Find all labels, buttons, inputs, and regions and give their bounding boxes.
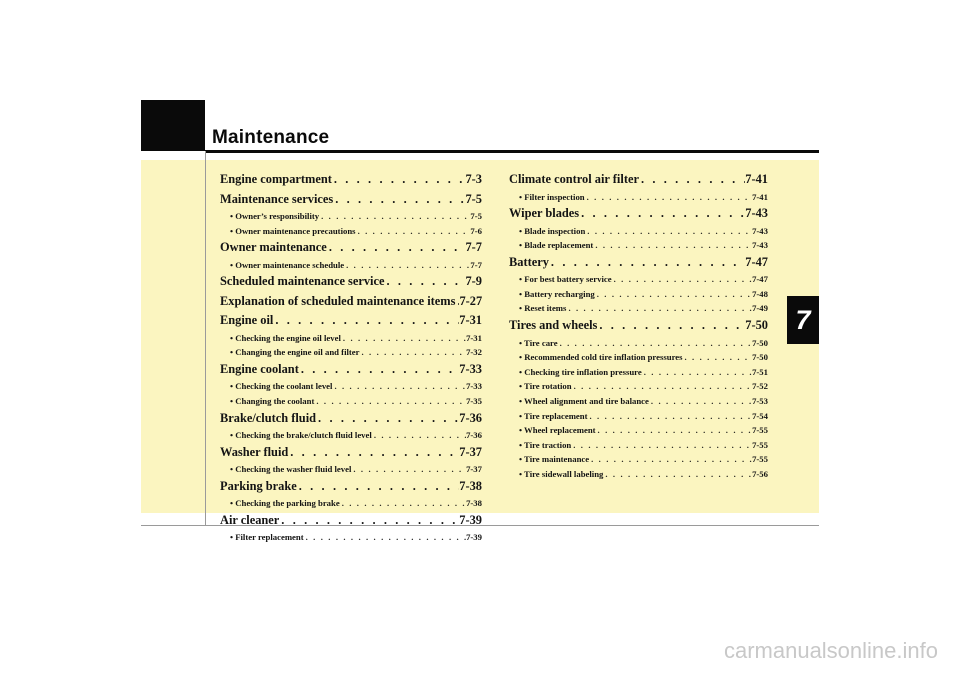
toc-entry-page: 7-31 xyxy=(466,332,482,343)
toc-entry-page: 7-54 xyxy=(752,410,768,421)
dot-leader xyxy=(603,467,752,482)
toc-column-right xyxy=(509,170,768,482)
toc-entry-label: Brake/clutch fluid xyxy=(220,410,317,425)
toc-entry-label: • Tire traction xyxy=(519,439,572,450)
toc-entry-page: 7-51 xyxy=(752,366,768,377)
toc-entry-label: Engine oil xyxy=(220,313,274,328)
margin-line xyxy=(205,151,206,525)
toc-entry-page: 7-38 xyxy=(466,498,482,509)
toc-entry-page: 7-6 xyxy=(470,225,482,236)
toc-subentry[interactable] xyxy=(509,190,768,205)
toc-subentry[interactable] xyxy=(509,336,768,351)
toc-entry-label: • Wheel replacement xyxy=(519,425,596,436)
toc-subentry[interactable] xyxy=(509,438,768,453)
toc-entry-page: 7-37 xyxy=(459,444,482,459)
dot-leader xyxy=(642,365,752,380)
toc-subentry[interactable] xyxy=(220,530,482,545)
toc-entry-page: 7-27 xyxy=(459,293,482,308)
toc-entry[interactable] xyxy=(509,316,768,336)
toc-subentry[interactable] xyxy=(509,452,768,467)
toc-entry-page: 7-9 xyxy=(465,274,482,289)
dot-leader xyxy=(549,253,745,273)
dot-leader xyxy=(332,379,466,394)
dot-leader xyxy=(299,360,459,380)
toc-subentry[interactable] xyxy=(220,496,482,511)
toc-entry-label: Owner maintenance xyxy=(220,240,327,255)
toc-entry[interactable] xyxy=(220,511,482,531)
watermark: carmanualsonline.info xyxy=(723,638,938,663)
dot-leader xyxy=(304,530,466,545)
dot-leader xyxy=(683,350,753,365)
toc-entry-label: • Blade inspection xyxy=(519,225,586,236)
dot-leader xyxy=(579,204,745,224)
toc-entry-label: Wiper blades xyxy=(509,206,580,221)
toc-entry-page: 7-53 xyxy=(752,395,768,406)
dot-leader xyxy=(572,379,752,394)
dot-leader xyxy=(372,428,466,443)
toc-entry-page: 7-37 xyxy=(466,464,482,475)
toc-entry-label: • Checking tire inflation pressure xyxy=(519,366,642,377)
toc-entry-page: 7-31 xyxy=(459,313,482,328)
dot-leader xyxy=(360,345,467,360)
toc-entry[interactable] xyxy=(509,204,768,224)
dot-leader xyxy=(297,477,460,497)
toc-entry-label: Parking brake xyxy=(220,478,297,493)
toc-entry-page: 7-39 xyxy=(466,532,482,543)
title-rule xyxy=(205,150,819,153)
toc-subentry[interactable] xyxy=(509,423,768,438)
corner-tab xyxy=(141,100,205,151)
dot-leader xyxy=(385,272,466,292)
toc-subentry[interactable] xyxy=(220,462,482,477)
toc-entry-page: 7-49 xyxy=(752,303,768,314)
dot-leader xyxy=(597,316,745,336)
toc-entry-label: • Checking the parking brake xyxy=(230,498,340,509)
dot-leader xyxy=(566,301,752,316)
toc-entry[interactable] xyxy=(220,443,482,463)
toc-entry-page: 7-7 xyxy=(465,240,482,255)
chapter-tab[interactable]: 7 xyxy=(787,296,819,344)
toc-subentry[interactable] xyxy=(220,209,482,224)
toc-entry[interactable] xyxy=(220,190,482,210)
toc-entry[interactable] xyxy=(220,272,482,292)
toc-subentry[interactable] xyxy=(509,394,768,409)
toc-entry[interactable] xyxy=(220,238,482,258)
dot-leader xyxy=(356,224,471,239)
toc-entry-page: 7-55 xyxy=(752,425,768,436)
toc-entry[interactable] xyxy=(220,360,482,380)
toc-entry-label: • Recommended cold tire inflation pressures xyxy=(519,352,683,363)
toc-entry-page: 7-50 xyxy=(752,352,768,363)
toc-subentry[interactable] xyxy=(509,272,768,287)
dot-leader xyxy=(279,511,459,531)
toc-entry-label: • Blade replacement xyxy=(519,240,594,251)
dot-leader xyxy=(585,224,752,239)
toc-subentry[interactable] xyxy=(220,379,482,394)
toc-entry-page: 7-36 xyxy=(466,430,482,441)
toc-entry-page: 7-36 xyxy=(459,410,482,425)
toc-entry-label: Climate control air filter xyxy=(509,172,639,186)
toc-subentry[interactable] xyxy=(220,258,482,273)
toc-entry-page: 7-39 xyxy=(459,512,482,527)
toc-entry-label: • Battery recharging xyxy=(519,288,595,299)
toc-entry-label: • Filter replacement xyxy=(230,532,304,543)
toc-subentry[interactable] xyxy=(220,331,482,346)
toc-subentry[interactable] xyxy=(509,224,768,239)
toc-entry-page: 7-56 xyxy=(752,468,768,479)
toc-entry[interactable] xyxy=(220,409,482,429)
toc-entry-label: • Changing the engine oil and filter xyxy=(230,347,360,358)
toc-entry-page: 7-43 xyxy=(752,240,768,251)
toc-subentry[interactable] xyxy=(509,287,768,302)
toc-entry-label: • Owner’s responsibility xyxy=(230,211,320,221)
toc-entry-label: • Wheel alignment and tire balance xyxy=(519,395,649,406)
dot-leader xyxy=(316,409,459,429)
toc-entry-page: 7-43 xyxy=(752,225,768,236)
toc-entry-label: • Owner maintenance schedule xyxy=(230,259,345,270)
dot-leader xyxy=(273,311,459,331)
toc-entry-label: Engine compartment xyxy=(220,172,332,186)
dot-leader xyxy=(558,336,752,351)
toc-subentry[interactable] xyxy=(509,238,768,253)
toc-entry-page: 7-41 xyxy=(745,172,768,186)
page-title: Maintenance xyxy=(212,127,330,148)
toc-entry-page: 7-3 xyxy=(465,172,482,186)
toc-entry-page: 7-33 xyxy=(459,361,482,376)
dot-leader xyxy=(589,452,752,467)
toc-entry-page: 7-33 xyxy=(466,381,482,392)
toc-entry[interactable] xyxy=(220,311,482,331)
toc-entry-label: Air cleaner xyxy=(220,512,280,527)
dot-leader xyxy=(288,443,459,463)
dot-leader xyxy=(340,496,466,511)
toc-entry-page: 7-7 xyxy=(470,259,482,270)
toc-entry-page: 7-55 xyxy=(752,439,768,450)
toc-entry-label: • For best battery service xyxy=(519,274,612,285)
toc-entry-page: 7-35 xyxy=(466,396,482,407)
toc-entry-label: • Owner maintenance precautions xyxy=(230,225,356,236)
toc-entry-label: • Tire care xyxy=(519,337,558,348)
toc-entry-page: 7-50 xyxy=(752,337,768,348)
toc-entry-label: Battery xyxy=(509,254,549,269)
toc-subentry[interactable] xyxy=(220,394,482,409)
toc-subentry[interactable] xyxy=(220,428,482,443)
toc-entry-label: • Changing the coolant xyxy=(230,396,315,407)
toc-subentry[interactable] xyxy=(509,365,768,380)
dot-leader xyxy=(351,462,466,477)
toc-entry[interactable] xyxy=(220,170,482,190)
toc-entry-page: 7-5 xyxy=(465,191,482,206)
toc-entry-page: 7-47 xyxy=(745,254,768,269)
dot-leader xyxy=(344,258,470,273)
toc-entry-label: • Reset items xyxy=(519,303,567,314)
toc-entry-label: Explanation of scheduled maintenance items xyxy=(220,293,456,308)
toc-entry-page: 7-55 xyxy=(752,454,768,465)
toc-entry[interactable] xyxy=(220,292,482,312)
toc-entry-label: Tires and wheels xyxy=(509,318,598,333)
toc-entry-label: • Checking the washer fluid level xyxy=(230,464,352,475)
toc-entry-label: Maintenance services xyxy=(220,191,334,206)
dot-leader xyxy=(593,238,752,253)
toc-entry[interactable] xyxy=(220,477,482,497)
dot-leader xyxy=(341,331,466,346)
toc-entry-page: 7-47 xyxy=(752,274,768,285)
toc-entry-label: Engine coolant xyxy=(220,361,299,376)
toc-entry-label: • Tire replacement xyxy=(519,410,588,421)
toc-entry-page: 7-50 xyxy=(745,318,768,333)
toc-subentry[interactable] xyxy=(220,224,482,239)
toc-entry-page: 7-52 xyxy=(752,381,768,392)
toc-entry-page: 7-41 xyxy=(752,191,768,202)
toc-entry-label: • Filter inspection xyxy=(519,191,585,202)
dot-leader xyxy=(639,170,745,190)
toc-entry[interactable] xyxy=(509,253,768,273)
dot-leader xyxy=(612,272,752,287)
dot-leader xyxy=(327,238,466,258)
toc-subentry[interactable] xyxy=(509,467,768,482)
toc-entry-page: 7-32 xyxy=(466,347,482,358)
toc-entry-page: 7-43 xyxy=(745,206,768,221)
dot-leader xyxy=(585,190,752,205)
toc-column-left xyxy=(220,170,482,545)
toc-entry-label: • Tire maintenance xyxy=(519,454,590,465)
toc-entry-label: • Tire rotation xyxy=(519,381,572,392)
toc-entry-label: • Checking the engine oil level xyxy=(230,332,341,343)
toc-subentry[interactable] xyxy=(509,379,768,394)
toc-entry-page: 7-38 xyxy=(459,478,482,493)
toc-entry[interactable] xyxy=(509,170,768,190)
dot-leader xyxy=(333,190,465,210)
toc-entry-label: • Checking the coolant level xyxy=(230,381,333,392)
toc-entry-label: • Tire sidewall labeling xyxy=(519,468,604,479)
toc-entry-page: 7-48 xyxy=(752,288,768,299)
dot-leader xyxy=(596,423,753,438)
toc-entry-label: Washer fluid xyxy=(220,444,289,459)
toc-subentry[interactable] xyxy=(509,350,768,365)
dot-leader xyxy=(571,438,752,453)
toc-entry-label: Scheduled maintenance service xyxy=(220,274,385,289)
dot-leader xyxy=(588,409,753,424)
dot-leader xyxy=(649,394,752,409)
toc-subentry[interactable] xyxy=(509,409,768,424)
dot-leader xyxy=(319,209,470,224)
toc-subentry[interactable] xyxy=(509,301,768,316)
toc-entry-label: • Checking the brake/clutch fluid level xyxy=(230,430,372,441)
dot-leader xyxy=(595,287,752,302)
dot-leader xyxy=(332,170,466,190)
dot-leader xyxy=(314,394,466,409)
toc-subentry[interactable] xyxy=(220,345,482,360)
toc-entry-page: 7-5 xyxy=(470,211,482,221)
